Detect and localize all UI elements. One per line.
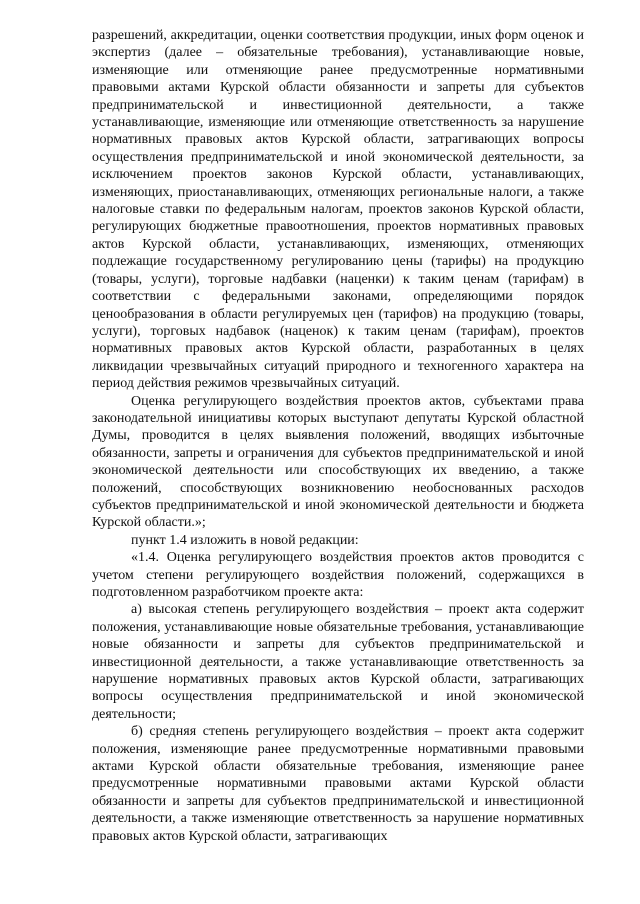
paragraph-amendment-intro: пункт 1.4 изложить в новой редакции:: [131, 532, 359, 548]
paragraph-item-1-4: «1.4. Оценка регулирующего воздействия проектов актов проводится с учетом степени регулирующего воздействия положений, содержащихся в подготовленном разработчиком проекте акта:: [92, 550, 584, 600]
paragraph-continuation: разрешений, аккредитации, оценки соответствия продукции, иных форм оценок и экспертиз (далее – обязательные требования), устанавливающие новые, изменяющие или отменяющие ранее предусмотренные нормативными правовыми актами Курской области обязанности и запреты для субъектов предпринимательской и инвестиционной деятельности, а также устанавливающие, изменяющие или отменяющие ответственность за нарушение нормативных правовых актов Курской области, затрагивающих вопросы осуществления предпринимательской и иной экономической деятельности, за исключением проектов законов Курской области, устанавливающих, изменяющих, приостанавливающих, отменяющих региональные налоги, а также налоговые ставки по федеральным налогам, проектов законов Курской области, регулирующих бюджетные правоотношения, проектов нормативных правовых актов Курской области, устанавливающих, изменяющих, отменяющих подлежащие государственному регулированию цены (тарифы) на продукцию (товары, услуги), торговые надбавки (наценки) к таким ценам (тарифам) в соответствии с федеральными законами, определяющими порядок ценообразования в области регулируемых цен (тарифов) на продукцию (товары, услуги), торговых надбавок (наценок) к таким ценам (тарифам), проектов нормативных правовых актов Курской области, разработанных в целях ликвидации чрезвычайных ситуаций природного и техногенного характера на период действия режимов чрезвычайных ситуаций.: [92, 28, 584, 392]
paragraph-medium-degree: б) средняя степень регулирующего воздействия – проект акта содержит положения, изменяющие ранее предусмотренные нормативными правовыми актами Курской области обязательные требования, изменяющие ранее предусмотренные нормативными правовыми актами Курской области обязанности и запреты для субъектов предпринимательской и инвестиционной деятельности, а также изменяющие ответственность за нарушение нормативных правовых актов Курской области, затрагивающих: [92, 724, 584, 844]
paragraph-high-degree: а) высокая степень регулирующего воздействия – проект акта содержит положения, устанавливающие новые обязательные требования, устанавливающие новые обязанности и запреты для субъектов предпринимательской и инвестиционной деятельности, а также устанавливающие ответственность за нарушение нормативных правовых актов Курской области, затрагивающих вопросы осуществления предпринимательской и иной экономической деятельности;: [92, 602, 584, 722]
document-body: [92, 27, 584, 845]
paragraph-ora-deputies: Оценка регулирующего воздействия проектов актов, субъектами права законодательной инициативы которых выступают депутаты Курской областной Думы, проводится в целях выявления положений, вводящих избыточные обязанности, запреты и ограничения для субъектов предпринимательской и иной экономической деятельности или способствующих их введению, а также положений, способствующих возникновению необоснованных расходов субъектов предпринимательской и иной экономической деятельности и бюджета Курской области.»;: [92, 393, 584, 531]
